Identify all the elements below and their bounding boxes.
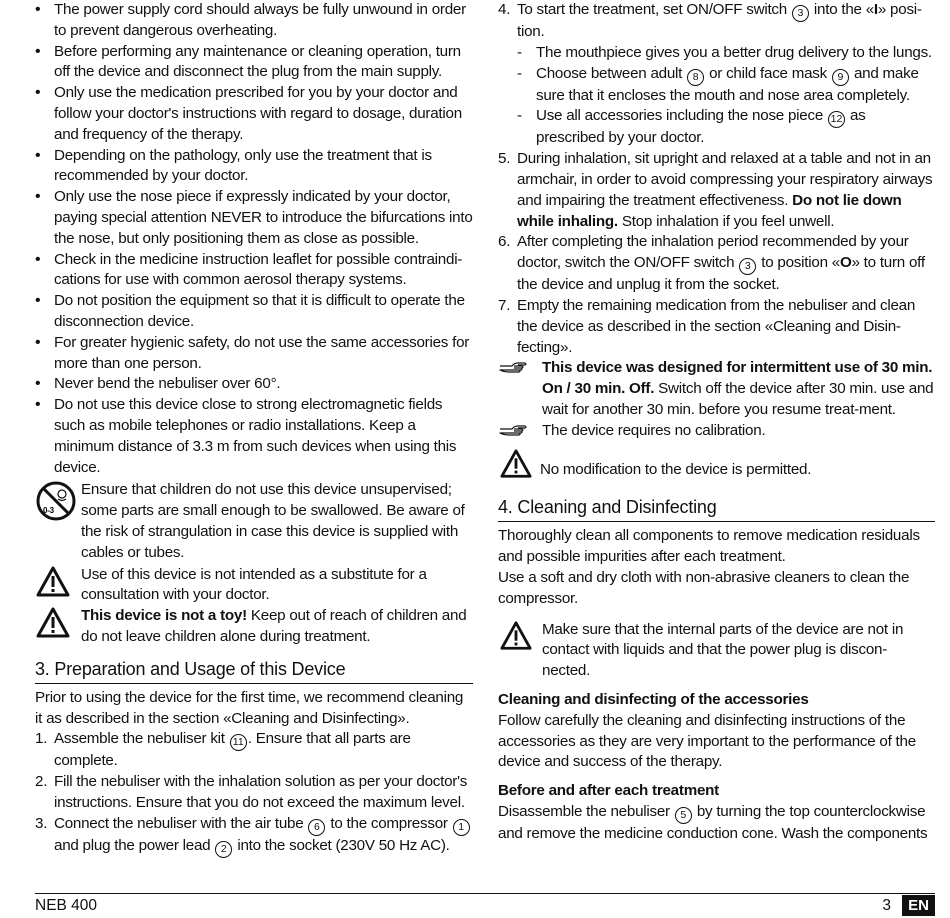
safety-bullet-item: • For greater hygienic safety, do not use the same accessories for more than one person. xyxy=(35,333,473,375)
warning-triangle-icon xyxy=(35,606,81,647)
part-ref-badge: 5 xyxy=(675,807,692,824)
section-4-title: 4. Cleaning and Disinfecting xyxy=(498,496,935,522)
sub-item-text: or child face mask xyxy=(705,64,831,82)
pointing-hand-icon xyxy=(498,358,542,383)
warning-triangle-icon xyxy=(498,448,542,487)
section-3-intro: Prior to using the device for the first time, we recommend cleaning it as described in the section «Cleaning and Disinfecting». xyxy=(35,688,464,727)
dash: - xyxy=(517,64,522,82)
step-2 xyxy=(35,772,473,814)
sub-item-text: and make sure that it encloses the mouth and nose area completely. xyxy=(536,64,919,104)
section-4-paragraph-1: Thoroughly clean all components to remove medication residuals and possible impurities after each treatment. xyxy=(498,527,920,566)
safety-bullet-item: • Do not use this device close to strong electromagnetic fields such as mobile telephones or radio installations. Keep a minimum distance of 3.3 m from such devices when using this device. xyxy=(35,395,473,478)
toy-warning-bold: This device is not a toy! xyxy=(81,607,247,625)
sub-item-text: Choose between adult xyxy=(536,64,687,82)
part-ref-badge: 8 xyxy=(687,69,704,86)
accessories-heading: Cleaning and disinfecting of the accessories xyxy=(498,690,809,708)
step-text: to position « xyxy=(757,254,840,272)
sub-item-text: The mouthpiece gives you a better drug delivery to the lungs. xyxy=(536,43,932,61)
step-6 xyxy=(498,232,935,296)
step-number: 2. xyxy=(35,773,48,791)
step-number: 1. xyxy=(35,730,48,748)
modification-warning-text: No modification to the device is permitted. xyxy=(540,460,812,478)
switch-position: I xyxy=(873,1,878,18)
safety-bullet-list xyxy=(35,0,473,478)
calibration-note xyxy=(498,421,935,446)
part-ref-badge: 6 xyxy=(308,819,325,836)
dash: - xyxy=(517,43,522,61)
section-4-paragraph-2: Use a soft and dry cloth with non-abrasive cleaners to clean the compressor. xyxy=(498,568,910,607)
part-ref-badge: 12 xyxy=(828,111,845,128)
dash: - xyxy=(517,107,522,125)
toy-warning-text xyxy=(81,606,473,648)
step-number: 4. xyxy=(498,1,511,18)
intermittent-use-note xyxy=(498,358,935,420)
step-4 xyxy=(498,0,935,149)
page-number: 3 xyxy=(882,897,891,914)
substitute-warning-text: Use of this device is not intended as a substitute for a consultation with your doctor. xyxy=(81,565,427,604)
step-number: 7. xyxy=(498,296,511,314)
step-text: and plug the power lead xyxy=(54,836,215,854)
intermittent-use-text xyxy=(542,358,935,420)
liquids-warning xyxy=(498,620,935,682)
safety-bullet-item: • Before performing any maintenance or cleaning operation, turn off the device and disconnect the plug from the main supply. xyxy=(35,42,473,84)
safety-bullet-item: • Do not position the equipment so that it is difficult to operate the disconnection device. xyxy=(35,291,473,333)
step-text: To start the treatment, set ON/OFF switch xyxy=(517,1,791,18)
section-3-title: 3. Preparation and Usage of this Device xyxy=(35,658,473,684)
step-text: During inhalation, sit upright and relaxed at a table and not in an armchair, in order to avoid compressing your respiratory airways and impairing the treatment effectiveness. xyxy=(517,150,933,209)
step-text: Stop inhalation if you feel unwell. xyxy=(617,212,835,230)
safety-bullet-item: • Check in the medicine instruction leaflet for possible contraindi-cations for use with common aerosol therapy systems. xyxy=(35,250,473,292)
step-text: » to turn off the device and unplug it from the socket. xyxy=(517,254,925,294)
page-footer xyxy=(35,893,935,918)
before-after-text-a: Disassemble the nebuliser xyxy=(498,802,674,820)
step-text: into the « xyxy=(809,1,874,18)
step-text: » posi-tion. xyxy=(517,1,922,40)
safety-bullet-item: • Only use the medication prescribed for you by your doctor and follow your doctor's instructions with regard to dosage, duration and frequency of the therapy. xyxy=(35,83,473,145)
step-text: Empty the remaining medication from the nebuliser and clean the device as described in the section «Cleaning and Disin-fecting». xyxy=(517,296,916,356)
age-icon-label: 0-3 xyxy=(43,506,54,516)
intermittent-use-rest: Switch off the device after 30 min. use and wait for another 30 min. before you resume treat-ment. xyxy=(542,380,934,418)
calibration-text: The device requires no calibration. xyxy=(542,421,766,439)
modification-warning xyxy=(498,448,935,487)
step-number: 3. xyxy=(35,814,48,832)
sub-item xyxy=(517,106,935,149)
step-text: Connect the nebuliser with the air tube xyxy=(54,814,308,832)
safety-bullet-item: • Only use the nose piece if expressly indicated by your doctor, paying special attention NEVER to introduce the bifurcations into the nose, but only positioning them as close as possible. xyxy=(35,187,473,249)
before-after-text xyxy=(498,802,935,845)
step-text: Assemble the nebuliser kit xyxy=(54,730,229,748)
part-ref-badge: 3 xyxy=(792,5,809,22)
toy-warning xyxy=(35,606,473,648)
step-text: to the compressor xyxy=(326,814,452,832)
step-3 xyxy=(35,814,473,858)
language-badge: EN xyxy=(902,895,935,916)
step-number: 5. xyxy=(498,150,511,168)
part-ref-badge: 3 xyxy=(739,258,756,275)
toy-warning-rest: Keep out of reach of children and do not leave children alone during treatment. xyxy=(81,607,467,645)
model-name: NEB 400 xyxy=(35,897,98,914)
part-ref-badge: 1 xyxy=(453,819,470,836)
safety-bullet-item: • Depending on the pathology, only use the treatment that is recommended by your doctor. xyxy=(35,146,473,188)
step-4-sublist xyxy=(517,43,935,149)
step-text: After completing the inhalation period recommended by your doctor, switch the ON/OFF switch xyxy=(517,233,909,272)
sub-item-text: as prescribed by your doctor. xyxy=(536,107,866,147)
warning-triangle-icon xyxy=(498,620,542,659)
warning-triangle-icon xyxy=(35,565,81,606)
part-ref-badge: 2 xyxy=(215,841,232,858)
sub-item-text: Use all accessories including the nose piece xyxy=(536,107,827,125)
children-warning-text: Ensure that children do not use this device unsupervised; some parts are small enough to be swallowed. Be aware of the risk of strangulation in case this device is supplied with cables or tubes. xyxy=(81,481,465,561)
left-column xyxy=(35,0,473,858)
step-number: 6. xyxy=(498,233,511,251)
pointing-hand-icon xyxy=(498,421,542,446)
part-ref-badge: 9 xyxy=(832,69,849,86)
step-5 xyxy=(498,149,935,232)
liquids-warning-text: Make sure that the internal parts of the device are not in contact with liquids and that the power plug is discon-nected. xyxy=(542,620,904,680)
step-1 xyxy=(35,729,473,772)
step-text: Fill the nebuliser with the inhalation solution as per your doctor's instructions. Ensure that you do not exceed the maximum level. xyxy=(54,773,468,811)
part-ref-badge: 11 xyxy=(230,734,247,751)
safety-bullet-item: • Never bend the nebuliser over 60°. xyxy=(35,374,473,395)
right-column xyxy=(498,0,935,845)
intermittent-use-bold: This device was designed for intermittent use of 30 min. On / 30 min. Off. xyxy=(542,359,933,398)
substitute-warning xyxy=(35,565,473,607)
sub-item xyxy=(517,64,935,107)
step-bold-text: Do not lie down while inhaling. xyxy=(517,191,902,230)
accessories-text: Follow carefully the cleaning and disinfecting instructions of the accessories as they are very important to the performance of the device and success of the therapy. xyxy=(498,711,916,771)
before-after-heading: Before and after each treatment xyxy=(498,782,719,800)
step-7 xyxy=(498,296,935,358)
before-after-text-b: by turning the top counterclockwise and remove the medicine conduction cone. Wash the components xyxy=(498,802,928,842)
step-text: . Ensure that all parts are complete. xyxy=(54,730,411,770)
step-text: into the socket (230V 50 Hz AC). xyxy=(233,836,450,854)
safety-bullet-item: • The power supply cord should always be fully unwound in order to prevent dangerous overheating. xyxy=(35,0,473,42)
sub-item xyxy=(517,43,935,64)
no-children-icon xyxy=(35,480,81,529)
preparation-steps xyxy=(35,729,473,857)
usage-steps xyxy=(498,0,935,358)
switch-position: O xyxy=(839,254,852,272)
children-warning xyxy=(35,480,473,563)
